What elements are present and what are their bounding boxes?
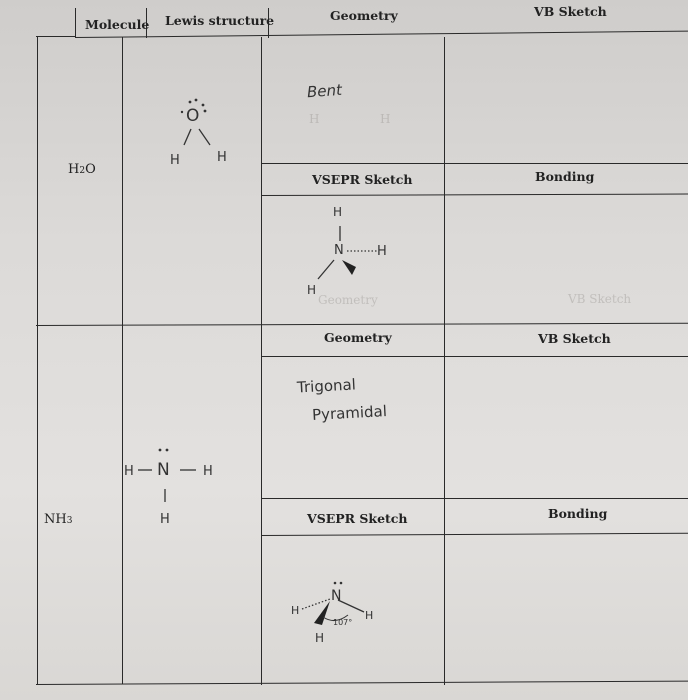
nh3-lewis-center-n: N (157, 460, 170, 480)
header-tick-1 (75, 8, 76, 38)
row1-top-rule (36, 36, 76, 37)
molecule-h2o-base: H (68, 162, 80, 177)
h2o-vsepr-ghost: Geometry (318, 293, 378, 307)
nh3-vsepr-angle: 107° (333, 618, 353, 627)
nh3-header-vb-sketch: VB Sketch (538, 331, 611, 346)
nh3-vsepr-center-n: N (331, 588, 342, 604)
h2o-lewis-h-left: H (170, 153, 180, 168)
row-separator (36, 323, 688, 326)
nh3-header-geometry: Geometry (324, 330, 392, 345)
nh3-geometry-answer-line2: Pyramidal (311, 402, 388, 424)
nh3-header-bonding: Bonding (548, 506, 608, 521)
nh3-geometry-answer-line1: Trigonal (296, 375, 357, 397)
nh3-header-vsepr-sketch: VSEPR Sketch (307, 511, 408, 526)
row2-mid-rule (262, 498, 688, 499)
h2o-geometry-answer: Bent (306, 80, 343, 102)
molecule-h2o (68, 162, 96, 177)
h2o-ghost-1: H (309, 112, 320, 126)
lewis-col-rule (261, 37, 262, 685)
h2o-vsepr-top-h: H (333, 205, 343, 219)
molecule-col-rule (122, 37, 123, 684)
h2o-vsepr-center: N (334, 243, 344, 258)
molecule-h2o-tail: O (85, 162, 96, 177)
row1-mid-rule (262, 163, 688, 164)
nh3-vsepr-bonds (290, 575, 380, 645)
h2o-vsepr-bonds (300, 215, 390, 295)
h2o-bonding-ghost: VB Sketch (568, 292, 632, 306)
header-vb-sketch: VB Sketch (534, 4, 607, 19)
nh3-vsepr-bottom-h: H (315, 631, 325, 645)
bottom-rule (36, 681, 688, 685)
header-molecule: Molecule (85, 17, 150, 32)
h2o-vsepr-left-h: H (307, 283, 317, 297)
nh3-vsepr-right-h: H (365, 609, 374, 622)
h2o-lewis-h-right: H (217, 150, 227, 165)
left-border (37, 37, 38, 684)
h2o-header-vsepr-sketch: VSEPR Sketch (312, 172, 413, 187)
h2o-header-bonding: Bonding (535, 169, 595, 184)
nh3-vsepr-left-h: H (291, 604, 300, 617)
nh3-lewis-bonds (120, 440, 220, 520)
h2o-ghost-2: H (380, 112, 391, 126)
h2o-lewis-bonds (170, 95, 230, 155)
nh3-lewis-left-h: H (124, 464, 134, 479)
top-header-rule (75, 31, 688, 38)
h2o-vsepr-right-h: H (377, 244, 387, 259)
molecule-nh3-sub: 3 (66, 516, 73, 526)
nh3-lewis-right-h: H (203, 464, 213, 479)
geometry-col-rule (444, 37, 445, 685)
nh3-lewis-bottom-h: H (160, 512, 170, 527)
header-lewis-structure: Lewis structure (165, 13, 275, 28)
molecule-nh3 (44, 512, 72, 527)
row2-mid-rule-2 (262, 533, 688, 536)
row2-header-rule (262, 356, 688, 357)
molecule-nh3-base: NH (44, 512, 67, 527)
header-geometry: Geometry (330, 8, 398, 23)
molecule-h2o-sub: 2 (79, 166, 86, 176)
h2o-lewis-oxygen: O (186, 106, 200, 126)
row1-mid-rule-2 (262, 194, 688, 196)
